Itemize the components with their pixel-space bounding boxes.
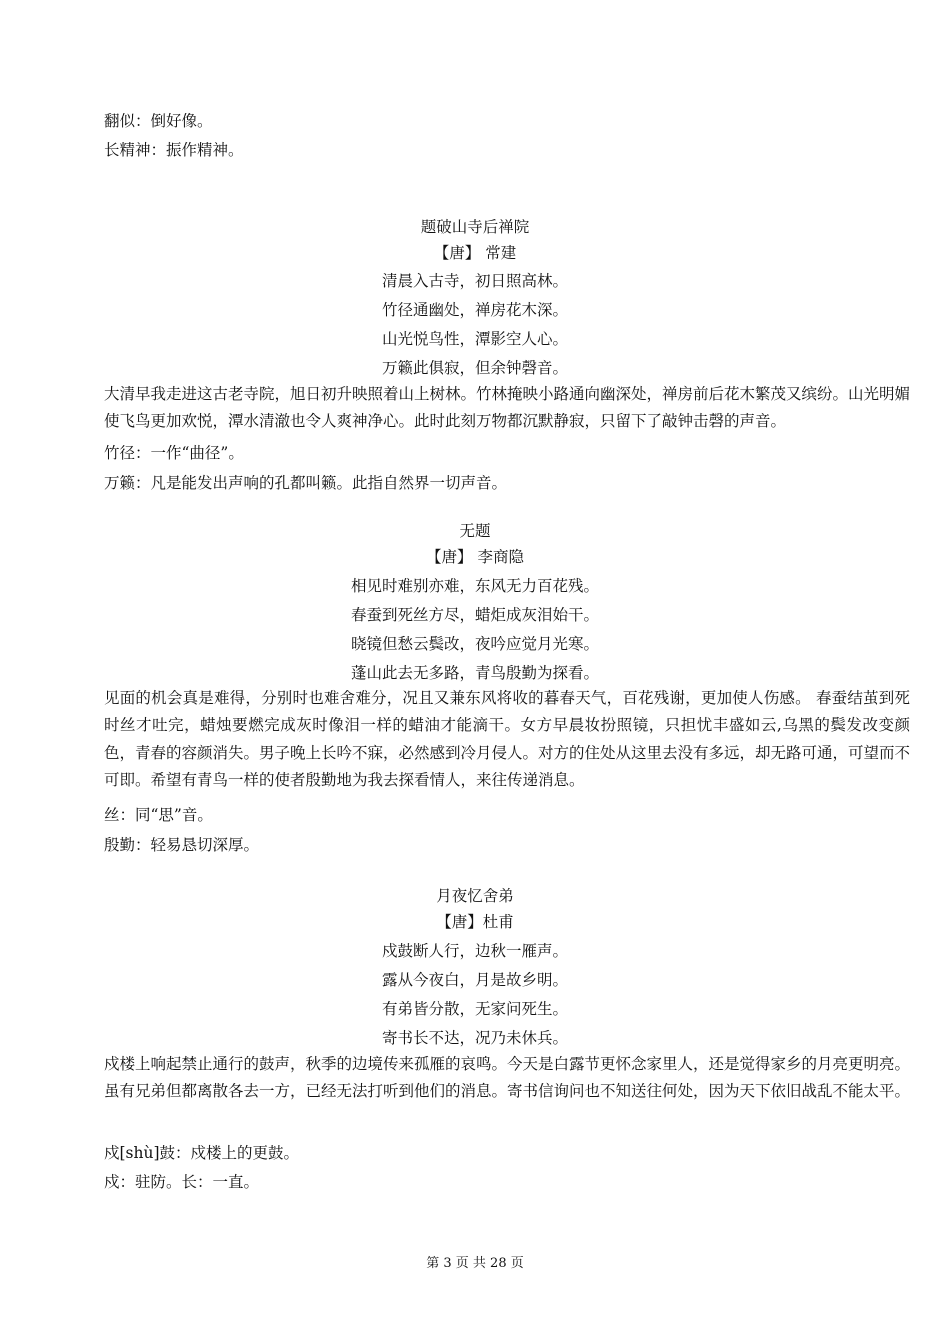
poem-line: 寄书长不达，况乃未休兵。 [381,1029,568,1047]
poem-line: 戍鼓断人行，边秋一雁声。 [381,942,568,960]
note-line: 戍：驻防。长：一直。 [104,1173,260,1191]
poem-line: 春蚕到死丝方尽，蜡炬成灰泪始干。 [350,606,599,624]
note-line: 丝：同“思”音。 [104,806,213,824]
translation-paragraph: 见面的机会真是难得，分别时也难舍难分，况且又兼东风将收的暮春天气，百花残谢，更加使人伤感。 春蚕结茧到死时丝才吐完，蜡烛要燃完成灰时像泪一样的蜡油才能滴干。女方早晨妆扮照镜，只担忧丰盛如云,乌黑的鬓发改变颜色，青春的容颜消失。男子晚上长吟不寐，必然感到冷月侵人。对方的住处从这里去没有多远，却无路可通，可望而不可即。希望有青鸟一样的使者殷勤地为我去探看情人，来往传递消息。 [104,689,911,789]
poem-title: 月夜忆舍弟 [436,887,514,905]
note-line: 竹径：一作“曲径”。 [104,444,244,462]
poem-author: 【唐】杜甫 [436,913,514,931]
poem-title: 无题 [459,522,491,540]
note-line: 万籁：凡是能发出声响的孔都叫籁。此指自然界一切声音。 [104,474,508,492]
note-line: 长精神：振作精神。 [104,141,244,159]
poem-line: 竹径通幽处，禅房花木深。 [381,301,568,319]
poem-author: 【唐】 李商隐 [426,548,524,566]
poem-line: 蓬山此去无多路，青鸟殷勤为探看。 [350,664,599,682]
translation-paragraph: 大清早我走进这古老寺院，旭日初升映照着山上树林。竹林掩映小路通向幽深处，禅房前后花木繁茂又缤纷。山光明媚使飞鸟更加欢悦，潭水清澈也令人爽神净心。此时此刻万物都沉默静寂，只留下了敲钟击磬的声音。 [104,385,911,431]
poem-line: 山光悦鸟性，潭影空人心。 [381,330,568,348]
poem-author: 【唐】 常建 [433,244,517,262]
poem-line: 万籁此俱寂，但余钟磬音。 [381,359,568,377]
note-line: 殷勤：轻易恳切深厚。 [104,836,260,854]
poem-line: 有弟皆分散，无家问死生。 [381,1000,568,1018]
note-line: 翻似：倒好像。 [104,112,213,130]
poem-title: 题破山寺后禅院 [420,218,530,236]
note-line: 戍[shù]鼓：戍楼上的更鼓。 [104,1144,300,1162]
translation-paragraph: 戍楼上响起禁止通行的鼓声，秋季的边境传来孤雁的哀鸣。今天是白露节更怀念家里人，还是觉得家乡的月亮更明亮。虽有兄弟但都离散各去一方，已经无法打听到他们的消息。寄书信询问也不知送往何处，因为天下依旧战乱不能太平。 [104,1055,911,1101]
poem-line: 相见时难别亦难，东风无力百花残。 [350,577,599,595]
poem-line: 清晨入古寺，初日照高林。 [381,272,568,290]
poem-line: 露从今夜白，月是故乡明。 [381,971,568,989]
poem-line: 晓镜但愁云鬓改，夜吟应觉月光寒。 [350,635,599,653]
page-number-footer: 第 3 页 共 28 页 [426,1256,524,1271]
